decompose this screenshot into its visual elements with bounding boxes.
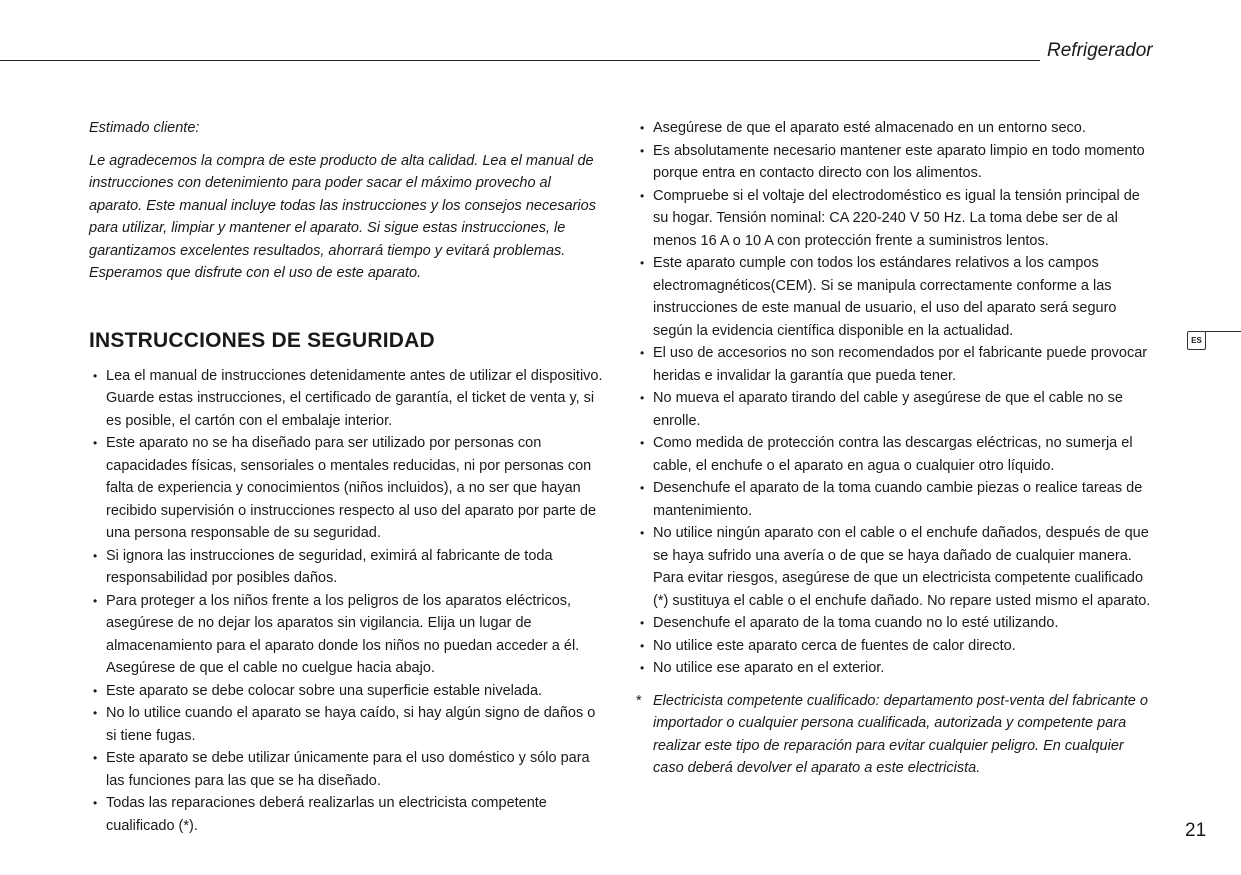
list-item: • Desenchufe el aparato de la toma cuando cambie piezas o realice tareas de mantenimiento.	[636, 477, 1156, 522]
list-item: • No utilice este aparato cerca de fuentes de calor directo.	[636, 635, 1156, 658]
footnote	[636, 690, 1156, 780]
list-item: • Compruebe si el voltaje del electrodoméstico es igual la tensión principal de su hogar. Tensión nominal: CA 220-240 V 50 Hz. La toma debe ser de al menos 16 A o 10 A con protección frente a suministros lentos.	[636, 185, 1156, 253]
list-item: • Lea el manual de instrucciones detenidamente antes de utilizar el dispositivo. Guarde estas instrucciones, el certificado de garantía, el ticket de venta y, si es posible, el cartón con el embalaje interior.	[89, 365, 604, 433]
list-item: • Es absolutamente necesario mantener este aparato limpio en todo momento porque entra en contacto directo con los alimentos.	[636, 140, 1156, 185]
list-item: • Desenchufe el aparato de la toma cuando no lo esté utilizando.	[636, 612, 1156, 635]
left-column	[89, 117, 604, 837]
footnote-mark: *	[636, 692, 642, 709]
list-item: • No utilice ese aparato en el exterior.	[636, 657, 1156, 680]
list-item: • Este aparato no se ha diseñado para ser utilizado por personas con capacidades físicas, sensoriales o mentales reducidas, ni por personas con falta de experiencia y conocimientos (niños incluidos), a no ser que hayan recibido supervisión o instrucciones respecto al uso del aparato por parte de una persona responsable de su seguridad.	[89, 432, 604, 545]
list-item: • Este aparato se debe utilizar únicamente para el uso doméstico y sólo para las funciones para las que se ha diseñado.	[89, 747, 604, 792]
list-item: • No mueva el aparato tirando del cable y asegúrese de que el cable no se enrolle.	[636, 387, 1156, 432]
list-item: • Este aparato cumple con todos los estándares relativos a los campos electromagnéticos(CEM). Si se manipula correctamente conforme a las instrucciones de este manual de usuario, el uso del aparato será seguro según la evidencia científica disponible en la actualidad.	[636, 252, 1156, 342]
left-bullet-list	[89, 365, 604, 838]
header-rule	[0, 60, 1040, 61]
list-item: • Como medida de protección contra las descargas eléctricas, no sumerja el cable, el enchufe o el aparato en agua o cualquier otro líquido.	[636, 432, 1156, 477]
list-item: • Asegúrese de que el aparato esté almacenado en un entorno seco.	[636, 117, 1156, 140]
greeting: Estimado cliente:	[89, 120, 200, 136]
list-item: • Para proteger a los niños frente a los peligros de los aparatos eléctricos, asegúrese de no dejar los aparatos sin vigilancia. Elija un lugar de almacenamiento para el aparato donde los niños no puedan acceder a él. Asegúrese de que el cable no cuelgue hacia abajo.	[89, 590, 604, 680]
list-item: • No utilice ningún aparato con el cable o el enchufe dañados, después de que se haya sufrido una avería o de que se haya dañado de cualquier manera. Para evitar riesgos, asegúrese de que un electricista competente cualificado (*) sustituya el cable o el enchufe dañado. No repare usted mismo el aparato.	[636, 522, 1156, 612]
right-bullet-list	[636, 117, 1156, 680]
list-item: • El uso de accesorios no son recomendados por el fabricante puede provocar heridas e invalidar la garantía que pueda tener.	[636, 342, 1156, 387]
right-column	[636, 117, 1156, 780]
intro-paragraph: Le agradecemos la compra de este producto de alta calidad. Lea el manual de instrucciones con detenimiento para poder sacar el máximo provecho al aparato. Este manual incluye todas las instrucciones y los consejos necesarios para utilizar, limpiar y mantener el aparato. Si sigue estas instrucciones, le garantizamos excelentes resultados, ahorrará tiempo y evitará problemas. Esperamos que disfrute con el uso de este aparato.	[89, 152, 596, 281]
list-item: • No lo utilice cuando el aparato se haya caído, si hay algún signo de daños o si tiene fugas.	[89, 702, 604, 747]
language-tab: ES	[1187, 331, 1206, 350]
language-tab-rule	[1205, 331, 1241, 332]
header-title: Refrigerador	[1047, 40, 1153, 61]
list-item: • Todas las reparaciones deberá realizarlas un electricista competente cualificado (*).	[89, 792, 604, 837]
page-number: 21	[1185, 820, 1207, 841]
list-item: • Si ignora las instrucciones de seguridad, eximirá al fabricante de toda responsabilidad por posibles daños.	[89, 545, 604, 590]
list-item: • Este aparato se debe colocar sobre una superficie estable nivelada.	[89, 680, 604, 703]
section-title: INSTRUCCIONES DE SEGURIDAD	[89, 328, 435, 352]
footnote-text: Electricista competente cualificado: departamento post-venta del fabricante o importador o cualquier persona cualificada, autorizada y competente para realizar este tipo de reparación para evitar cualquier peligro. En cualquier caso deberá devolver el aparato a este electricista.	[653, 692, 1148, 776]
